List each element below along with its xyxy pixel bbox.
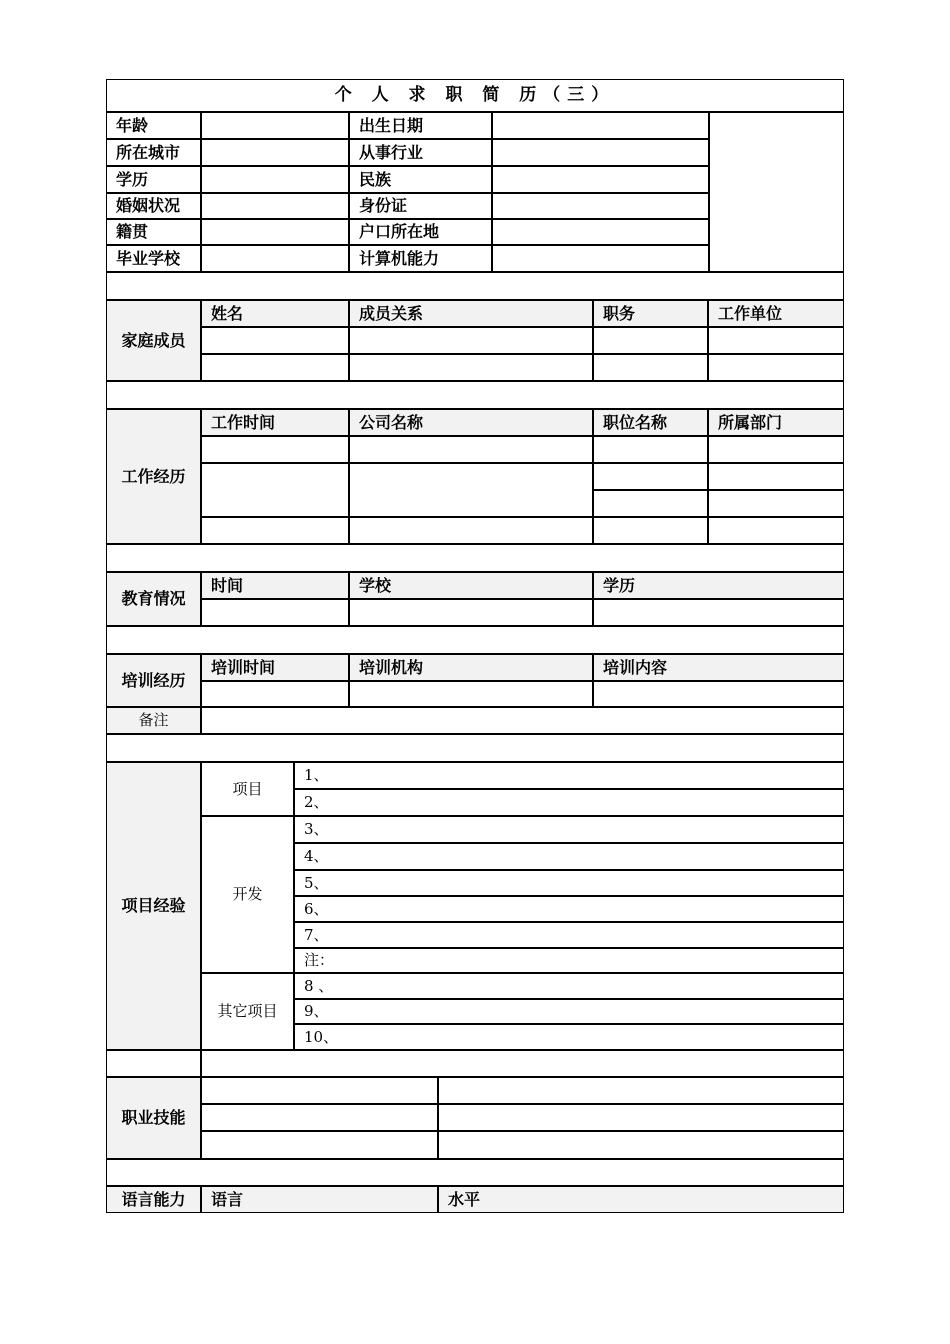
photo-cell[interactable] — [709, 112, 844, 272]
industry-value-cell[interactable] — [492, 139, 709, 166]
spacer-cell — [106, 1050, 201, 1077]
family-header-employer: 工作单位 — [708, 300, 844, 327]
family-header-relation: 成员关系 — [349, 300, 593, 327]
training-header-time: 培训时间 — [201, 654, 349, 681]
work-cell[interactable] — [349, 463, 593, 517]
project-line[interactable]: 9、 — [294, 999, 844, 1024]
work-cell[interactable] — [708, 517, 844, 544]
project-line[interactable]: 5、 — [294, 870, 844, 896]
project-line[interactable]: 8 、 — [294, 973, 844, 999]
degree-value-cell[interactable] — [201, 166, 349, 193]
language-ability-label: 语言能力 — [106, 1186, 201, 1213]
family-header-position: 职务 — [593, 300, 708, 327]
skill-cell[interactable] — [438, 1077, 844, 1104]
training-cell[interactable] — [593, 681, 844, 707]
label-birth-date: 出生日期 — [349, 112, 492, 139]
family-header-name: 姓名 — [201, 300, 349, 327]
project-line[interactable]: 3、 — [294, 816, 844, 843]
project-line[interactable]: 6、 — [294, 896, 844, 922]
computer-skills-value-cell[interactable] — [492, 245, 709, 272]
work-cell[interactable] — [201, 463, 349, 517]
work-cell[interactable] — [708, 490, 844, 517]
family-cell[interactable] — [349, 354, 593, 381]
work-header-company: 公司名称 — [349, 409, 593, 436]
birth-date-value-cell[interactable] — [492, 112, 709, 139]
id-card-value-cell[interactable] — [492, 193, 709, 219]
project-line[interactable]: 4、 — [294, 843, 844, 870]
education-cell[interactable] — [201, 599, 349, 626]
spacer-row — [106, 1159, 844, 1186]
training-header-institution: 培训机构 — [349, 654, 593, 681]
label-city: 所在城市 — [106, 139, 201, 166]
education-cell[interactable] — [349, 599, 593, 626]
family-cell[interactable] — [593, 354, 708, 381]
education-header-time: 时间 — [201, 572, 349, 599]
work-cell[interactable] — [201, 517, 349, 544]
work-experience-label: 工作经历 — [106, 409, 201, 544]
label-hukou-location: 户口所在地 — [349, 219, 492, 245]
family-cell[interactable] — [593, 327, 708, 354]
education-cell[interactable] — [593, 599, 844, 626]
label-age: 年龄 — [106, 112, 201, 139]
project-line[interactable]: 10、 — [294, 1024, 844, 1050]
city-value-cell[interactable] — [201, 139, 349, 166]
project-group-other: 其它项目 — [201, 973, 294, 1050]
family-cell[interactable] — [708, 327, 844, 354]
hukou-location-value-cell[interactable] — [492, 219, 709, 245]
project-line[interactable]: 1、 — [294, 762, 844, 789]
spacer-row — [106, 626, 844, 654]
work-cell[interactable] — [593, 436, 708, 463]
label-computer-skills: 计算机能力 — [349, 245, 492, 272]
spacer-cell — [201, 1050, 844, 1077]
work-cell[interactable] — [593, 517, 708, 544]
label-marital-status: 婚姻状况 — [106, 193, 201, 219]
training-header-content: 培训内容 — [593, 654, 844, 681]
language-header-level: 水平 — [438, 1186, 844, 1213]
project-group-development: 开发 — [201, 816, 294, 973]
label-graduated-school: 毕业学校 — [106, 245, 201, 272]
skill-cell[interactable] — [201, 1104, 438, 1131]
training-label: 培训经历 — [106, 654, 201, 707]
project-experience-label: 项目经验 — [106, 762, 201, 1050]
work-cell[interactable] — [349, 436, 593, 463]
page-title: 个 人 求 职 简 历（三） — [106, 79, 844, 112]
age-value-cell[interactable] — [201, 112, 349, 139]
marital-status-value-cell[interactable] — [201, 193, 349, 219]
spacer-row — [106, 544, 844, 572]
work-cell[interactable] — [708, 463, 844, 490]
education-header-school: 学校 — [349, 572, 593, 599]
language-header-language: 语言 — [201, 1186, 438, 1213]
remarks-cell[interactable] — [201, 707, 844, 734]
project-note-line[interactable]: 注： — [294, 948, 844, 973]
skill-cell[interactable] — [201, 1077, 438, 1104]
work-header-department: 所属部门 — [708, 409, 844, 436]
project-line[interactable]: 7、 — [294, 922, 844, 948]
resume-table — [106, 79, 844, 1213]
work-header-job-title: 职位名称 — [593, 409, 708, 436]
label-ethnicity: 民族 — [349, 166, 492, 193]
project-group-project: 项目 — [201, 762, 294, 816]
family-cell[interactable] — [201, 354, 349, 381]
work-cell[interactable] — [349, 517, 593, 544]
skill-cell[interactable] — [438, 1131, 844, 1159]
education-label: 教育情况 — [106, 572, 201, 626]
spacer-row — [106, 381, 844, 409]
work-cell[interactable] — [593, 490, 708, 517]
label-industry: 从事行业 — [349, 139, 492, 166]
project-line[interactable]: 2、 — [294, 789, 844, 816]
training-cell[interactable] — [349, 681, 593, 707]
work-header-time: 工作时间 — [201, 409, 349, 436]
label-degree: 学历 — [106, 166, 201, 193]
professional-skills-label: 职业技能 — [106, 1077, 201, 1159]
label-id-card: 身份证 — [349, 193, 492, 219]
label-native-place: 籍贯 — [106, 219, 201, 245]
training-cell[interactable] — [201, 681, 349, 707]
remarks-label: 备注 — [106, 707, 201, 734]
work-cell[interactable] — [708, 436, 844, 463]
work-cell[interactable] — [593, 463, 708, 490]
spacer-row — [106, 734, 844, 762]
ethnicity-value-cell[interactable] — [492, 166, 709, 193]
family-cell[interactable] — [201, 327, 349, 354]
skill-cell[interactable] — [438, 1104, 844, 1131]
education-header-degree: 学历 — [593, 572, 844, 599]
work-cell[interactable] — [201, 436, 349, 463]
family-cell[interactable] — [349, 327, 593, 354]
graduated-school-value-cell[interactable] — [201, 245, 349, 272]
family-cell[interactable] — [708, 354, 844, 381]
skill-cell[interactable] — [201, 1131, 438, 1159]
spacer-row — [106, 272, 844, 300]
family-members-label: 家庭成员 — [106, 300, 201, 381]
native-place-value-cell[interactable] — [201, 219, 349, 245]
